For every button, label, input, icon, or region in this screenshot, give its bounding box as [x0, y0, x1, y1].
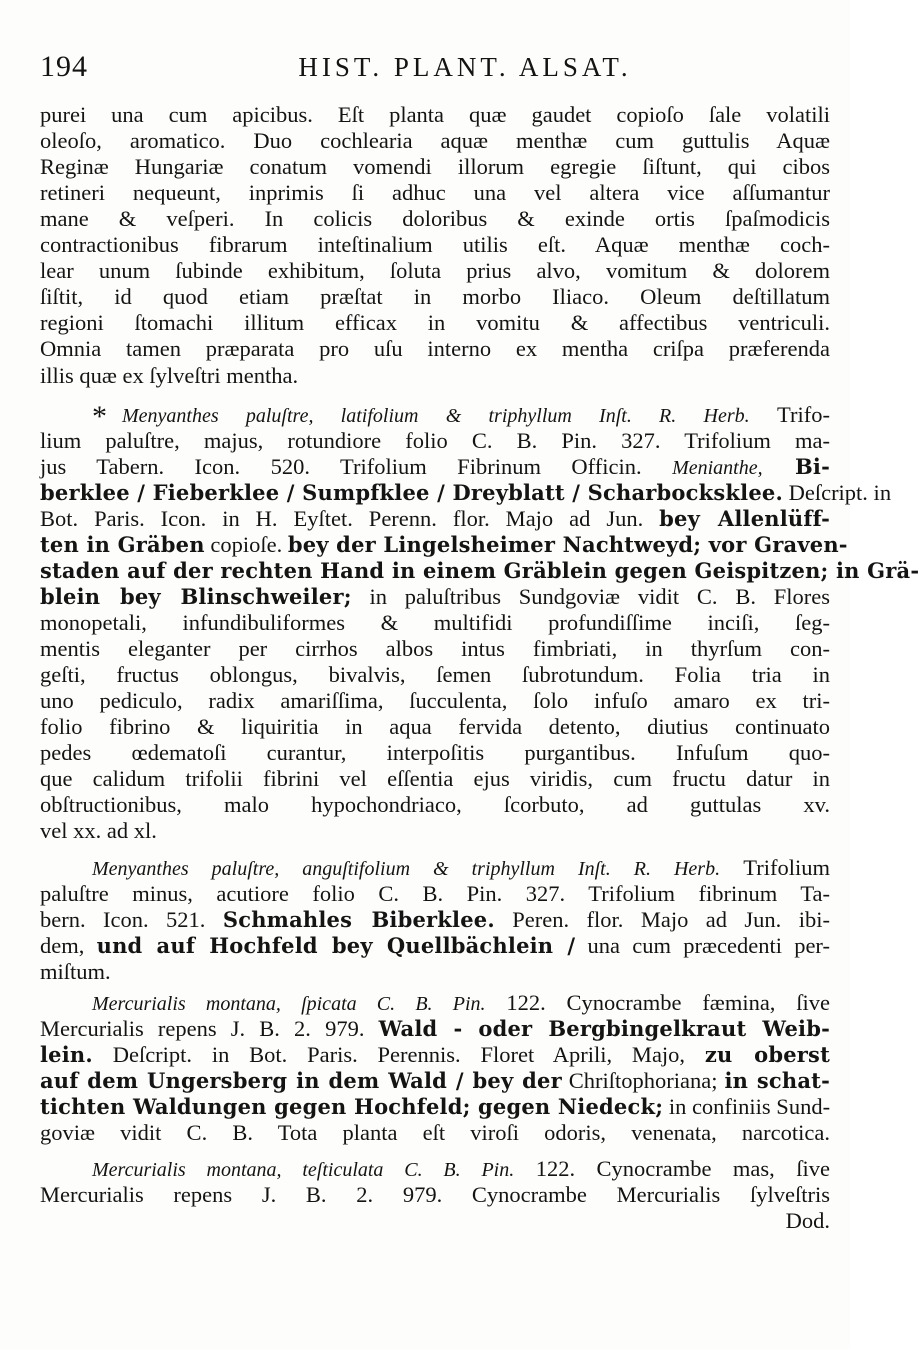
roman-text: in paluſtribus Sundgoviæ vidit C. B. Flores: [351, 584, 830, 609]
text-line: [40, 363, 830, 389]
roman-text: Reginæ Hungariæ conatum vomendi illorum egregie ſiſtunt, qui cibos: [40, 154, 830, 179]
blackletter-text: berklee / Fieberklee / Sumpfklee / Dreyblatt / Scharbocksklee.: [40, 480, 783, 505]
text-line: [40, 792, 830, 818]
blackletter-text: Wald - oder Bergbingelkraut Weib-: [378, 1016, 830, 1041]
blackletter-text: bey der Lingelsheimer Nachtweyd; vor Graven-: [287, 532, 848, 557]
roman-text: geſti, fructus oblongus, bivalvis, ſemen ſubrotundum. Folia tria in: [40, 662, 830, 687]
text-line: [40, 610, 830, 636]
text-line: [40, 933, 830, 959]
text-line: [40, 154, 830, 180]
blackletter-text: blein bey Blinschweiler;: [40, 584, 352, 609]
roman-text: Trifolium: [720, 855, 831, 880]
text-line: [92, 855, 830, 881]
blackletter-text: ten in Gräben: [40, 532, 205, 557]
roman-text: oleoſo, aromatico. Duo cochlearia aquæ menthæ cum guttulis Aquæ: [40, 128, 830, 153]
roman-text: Peren. flor. Majo ad Jun. ibi-: [494, 907, 830, 932]
text-line: [40, 180, 830, 206]
roman-text: regioni ſtomachi illitum efficax in vomitu & affectibus ventriculi.: [40, 310, 830, 335]
roman-text: vel xx. ad xl.: [40, 818, 157, 843]
text-line: [40, 1016, 830, 1042]
roman-text: pedes œdematoſi curantur, interpoſitis purgantibus. Infuſum quo-: [40, 740, 830, 765]
text-line: [122, 402, 830, 428]
text-line: [40, 454, 830, 480]
roman-text: retineri nequeunt, inprimis ſi adhuc una vel altera vice aſſumantur: [40, 180, 830, 205]
text-line: [40, 1208, 830, 1234]
roman-text: goviæ vidit C. B. Tota planta eſt viroſi odoris, venenata, narcotica.: [40, 1120, 830, 1145]
italic-text: Mercurialis montana, teſticulata C. B. Pin.: [92, 1159, 515, 1181]
blackletter-text: in schat-: [724, 1068, 830, 1093]
roman-text: Chriſtophoriana;: [561, 1068, 725, 1093]
roman-text: contractionibus fibrarum inteſtinalium utilis eſt. Aquæ menthæ coch-: [40, 232, 830, 257]
roman-text: Deſcript. in: [782, 480, 892, 505]
blackletter-text: bey Allenlüff-: [659, 506, 830, 531]
roman-text: 122. Cynocrambe fæmina, ſive: [485, 990, 830, 1015]
text-line: [40, 584, 830, 610]
text-line: [92, 1156, 830, 1182]
roman-text: Trifo-: [749, 402, 830, 427]
roman-text: purei una cum apicibus. Eſt planta quæ gaudet copioſo ſale volatili: [40, 102, 830, 127]
roman-text: uno pediculo, radix amariſſima, ſucculenta, ſolo infuſo amaro ex tri-: [40, 688, 830, 713]
roman-text: Mercurialis repens J. B. 2. 979.: [40, 1016, 379, 1041]
roman-text: folio fibrino & liquiritia in aqua fervida detento, diutius continuato: [40, 714, 830, 739]
text-line: [40, 1182, 830, 1208]
text-line: [40, 1094, 830, 1120]
blackletter-text: auf dem Ungersberg in dem Wald / bey der: [40, 1068, 562, 1093]
roman-text: illis quæ ex ſylveſtri mentha.: [40, 363, 299, 388]
text-line: [40, 232, 830, 258]
roman-text: paluſtre minus, acutiore folio C. B. Pin. 327. Trifolium fibrinum Ta-: [40, 881, 830, 906]
page-header: [40, 50, 810, 90]
page-number: 194: [40, 50, 88, 83]
text-line: [40, 128, 830, 154]
text-line: [92, 990, 830, 1016]
roman-text: Mercurialis repens J. B. 2. 979. Cynocrambe Mercurialis ſylveſtris: [40, 1182, 830, 1207]
roman-text: que calidum trifolii fibrini vel eſſentia ejus viridis, cum fructu datur in: [40, 766, 830, 791]
text-line: [40, 740, 830, 766]
blackletter-text: und auf Hochfeld bey Quellbächlein /: [96, 933, 576, 958]
text-line: [40, 1068, 830, 1094]
italic-text: Menianthe,: [672, 457, 763, 479]
blackletter-text: tichten Waldungen gegen Hochfeld; gegen Niedeck;: [40, 1094, 664, 1119]
italic-text: Mercurialis montana, ſpicata C. B. Pin.: [92, 993, 486, 1015]
roman-text: una cum præcedenti per-: [575, 933, 830, 958]
text-line: [40, 881, 830, 907]
text-line: [40, 636, 830, 662]
text-line: [40, 284, 830, 310]
text-line: [40, 907, 830, 933]
roman-text: copioſe.: [204, 532, 288, 557]
blackletter-text: staden auf der rechten Hand in einem Gräblein gegen Geispitzen; in Grä-: [40, 558, 919, 583]
roman-text: mentis eleganter per cirrhos albos intus fimbriati, in thyrſum con-: [40, 636, 830, 661]
text-line: [40, 206, 830, 232]
text-line: [40, 428, 830, 454]
roman-text: Dod.: [785, 1208, 830, 1233]
text-line: [40, 532, 848, 558]
italic-text: Menyanthes paluſtre, latifolium & triphyllum Inſt. R. Herb.: [122, 405, 750, 427]
italic-text: Menyanthes paluſtre, anguſtifolium & triphyllum Inſt. R. Herb.: [92, 858, 721, 880]
roman-text: jus Tabern. Icon. 520. Trifolium Fibrinum Officin.: [40, 454, 673, 479]
text-line: [40, 102, 830, 128]
text-line: [40, 1120, 830, 1146]
roman-text: in confiniis Sund-: [663, 1094, 831, 1119]
roman-text: obſtructionibus, malo hypochondriaco, ſcorbuto, ad guttulas xv.: [40, 792, 830, 817]
text-line: [40, 258, 830, 284]
roman-text: bern. Icon. 521.: [40, 907, 223, 932]
text-line: [40, 959, 830, 985]
roman-text: 122. Cynocrambe mas, ſive: [514, 1156, 830, 1181]
text-line: [40, 336, 830, 362]
asterisk-mark: *: [92, 400, 107, 433]
roman-text: ſiſtit, id quod etiam præſtat in morbo Iliaco. Oleum deſtillatum: [40, 284, 830, 309]
blackletter-text: Bi-: [762, 454, 830, 479]
roman-text: lear unum ſubinde exhibitum, ſoluta prius alvo, vomitum & dolorem: [40, 258, 830, 283]
roman-text: lium paluſtre, majus, rotundiore folio C. B. Pin. 327. Trifolium ma-: [40, 428, 830, 453]
text-line: [40, 714, 830, 740]
roman-text: mane & veſperi. In colicis doloribus & exinde ortis ſpaſmodicis: [40, 206, 830, 231]
roman-text: miſtum.: [40, 959, 111, 984]
text-line: [40, 480, 892, 506]
blackletter-text: Schmahles Biberklee.: [222, 907, 495, 932]
text-line: [40, 1042, 830, 1068]
text-line: [40, 558, 919, 584]
roman-text: Omnia tamen præparata pro uſu interno ex mentha criſpa præferenda: [40, 336, 830, 361]
text-line: [40, 818, 830, 844]
blackletter-text: zu oberst: [704, 1042, 830, 1067]
roman-text: Deſcript. in Bot. Paris. Perennis. Floret Aprili, Majo,: [92, 1042, 705, 1067]
text-line: [40, 688, 830, 714]
text-line: [40, 506, 830, 532]
text-line: [40, 310, 830, 336]
blackletter-text: lein.: [40, 1042, 93, 1067]
roman-text: monopetali, infundibuliformes & multifidi profundiſſime inciſi, ſeg-: [40, 610, 830, 635]
text-line: [40, 662, 830, 688]
roman-text: dem,: [40, 933, 97, 958]
roman-text: Bot. Paris. Icon. in H. Eyſtet. Perenn. flor. Majo ad Jun.: [40, 506, 660, 531]
text-line: [40, 766, 830, 792]
running-title: HIST. PLANT. ALSAT.: [298, 52, 632, 82]
